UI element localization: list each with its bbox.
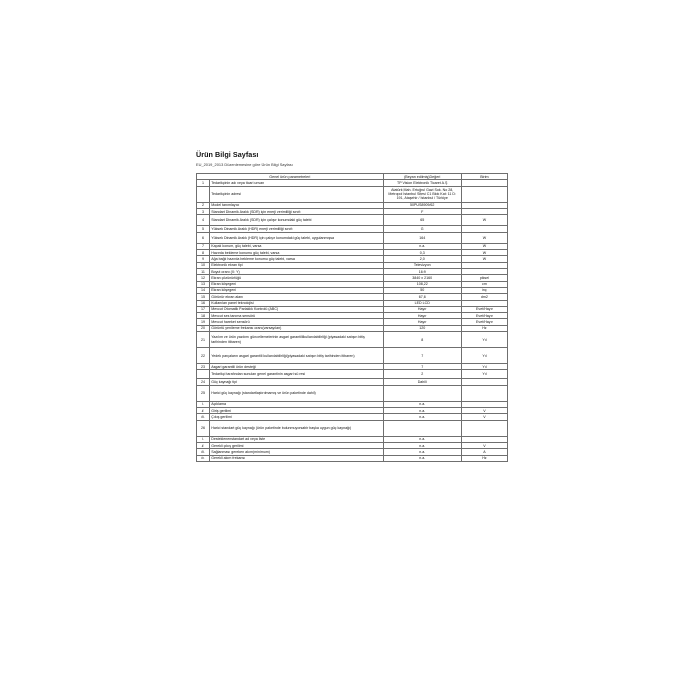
row-value: n.a. xyxy=(383,442,461,448)
table-row xyxy=(197,348,508,364)
row-index: 9 xyxy=(197,256,210,262)
row-parameter: Gerekli çıkış gerilimi xyxy=(210,442,384,448)
table-row xyxy=(197,232,508,243)
row-index: i. xyxy=(197,436,210,442)
row-unit: dm2 xyxy=(461,294,507,300)
row-index: 16 xyxy=(197,300,210,306)
row-index: iv. xyxy=(197,455,210,461)
row-parameter: Desteklenenstandart ad veya liste xyxy=(210,436,384,442)
row-index: 19 xyxy=(197,319,210,325)
row-parameter: Mevcut ses tanıma sensörü xyxy=(210,313,384,319)
table-row xyxy=(197,455,508,461)
table-body xyxy=(197,180,508,461)
row-value: LED LCD xyxy=(383,300,461,306)
row-unit: Yıl xyxy=(461,370,507,379)
row-parameter: Model tanımlayıcı xyxy=(210,202,384,208)
row-parameter: Ekran köşegeni xyxy=(210,287,384,293)
row-unit: piksel xyxy=(461,275,507,281)
row-index xyxy=(197,186,210,202)
row-parameter: Standart Dinamik Aralık (SDR) için enerji verimliliği sınıfı xyxy=(210,209,384,215)
row-value: Televizyon xyxy=(383,262,461,268)
row-index: 3 xyxy=(197,209,210,215)
row-index: 4 xyxy=(197,215,210,226)
row-index: 15 xyxy=(197,294,210,300)
table-row xyxy=(197,370,508,379)
row-index: 5 xyxy=(197,226,210,232)
row-parameter: Harici güç kaynağı (standartlaştırılmamış ve ürün paketinde dahil) xyxy=(210,385,384,401)
row-value: Atatürk Mah. Ertuğrul Gazi Sok. No 28, Metropol İstanbul Sitesi C1 Blok Kat: 11 D: 191, Ataşehir / İstanbul / Türkiye xyxy=(383,186,461,202)
row-index: 2 xyxy=(197,202,210,208)
row-value: 8 xyxy=(383,332,461,348)
row-value: 2 xyxy=(383,370,461,379)
table-row xyxy=(197,332,508,348)
row-parameter: Ekran çözünürlüğü xyxy=(210,275,384,281)
row-value: Dahili xyxy=(383,379,461,385)
row-unit: W xyxy=(461,256,507,262)
row-unit: V xyxy=(461,414,507,420)
row-index: iii. xyxy=(197,449,210,455)
row-unit: W xyxy=(461,250,507,256)
row-value: Hayır xyxy=(383,319,461,325)
row-unit: Yıl xyxy=(461,364,507,370)
row-value: 2,0 xyxy=(383,256,461,262)
row-value: TP Vision Elektronik Ticaret A.Ş xyxy=(383,180,461,186)
row-parameter: Yedek parçaların asgari garantili kullanılabilirliği(piyasadaki satışın bitiş tarihinden itibaren) xyxy=(210,348,384,364)
row-index: 6 xyxy=(197,232,210,243)
row-value: 7 xyxy=(383,348,461,364)
row-parameter: Harici standart güç kaynağı (ürün paketinde bulunmuyorsabir başka uygun güç kaynağı) xyxy=(210,420,384,436)
row-index xyxy=(197,370,210,379)
row-index: ii. xyxy=(197,442,210,448)
row-parameter: Ekran köşegeni xyxy=(210,281,384,287)
row-parameter: Elektronik ekran tipi xyxy=(210,262,384,268)
row-index: 26 xyxy=(197,420,210,436)
row-parameter: Yüksek Dinamik Aralık (HDR) için çalışır konumdaki güç talebi, uygulanmışsa xyxy=(210,232,384,243)
row-parameter: Yüksek Dinamik Aralık (HDR) enerji verimliliği sınıfı xyxy=(210,226,384,232)
header-declared-value: (Beyan edilmiş)Değeri xyxy=(383,174,461,180)
row-unit xyxy=(461,420,507,436)
row-index: 20 xyxy=(197,325,210,331)
row-parameter: Görüntü yenileme frekansı oranı(varsayılan) xyxy=(210,325,384,331)
row-index: 10 xyxy=(197,262,210,268)
row-index: 21 xyxy=(197,332,210,348)
row-value: 50PUS8909/62 xyxy=(383,202,461,208)
row-index: 11 xyxy=(197,268,210,274)
row-parameter: Boyut oranı (X: Y) xyxy=(210,268,384,274)
row-parameter: Kullanılan panel teknolojisi xyxy=(210,300,384,306)
row-parameter: Güç kaynağı tipi xyxy=(210,379,384,385)
row-value: 16:9 xyxy=(383,268,461,274)
row-value xyxy=(383,420,461,436)
row-value: 120 xyxy=(383,325,461,331)
table-row xyxy=(197,385,508,401)
row-unit: V xyxy=(461,442,507,448)
row-unit xyxy=(461,385,507,401)
row-value: n.a. xyxy=(383,401,461,407)
row-parameter: Hazırda bekleme konumu güç talebi, varsa xyxy=(210,250,384,256)
row-index: 12 xyxy=(197,275,210,281)
row-parameter: Kapalı konum, güç talebi, varsa xyxy=(210,243,384,249)
row-index: iii. xyxy=(197,414,210,420)
row-index: 8 xyxy=(197,250,210,256)
row-unit: W xyxy=(461,243,507,249)
page-title: Ürün Bilgi Sayfası xyxy=(196,150,259,159)
header-unit: Birim xyxy=(461,174,507,180)
row-unit: Hz xyxy=(461,325,507,331)
row-index: 17 xyxy=(197,306,210,312)
row-value: 50 xyxy=(383,287,461,293)
row-parameter: Mevcut hareket sensörü xyxy=(210,319,384,325)
row-unit: W xyxy=(461,232,507,243)
row-parameter: Tedarikçinin adı veya ticari unvan xyxy=(210,180,384,186)
row-parameter: Gerekli akım frekansı xyxy=(210,455,384,461)
row-unit: Evet/Hayır xyxy=(461,306,507,312)
row-index: i. xyxy=(197,401,210,407)
row-unit: Yıl xyxy=(461,348,507,364)
row-value: F xyxy=(383,209,461,215)
row-parameter: Standart Dinamik Aralık (SDR) için çalışır konumdaki güç talebi xyxy=(210,215,384,226)
row-index: 1 xyxy=(197,180,210,186)
row-parameter: Tedarikçinin adresi xyxy=(210,186,384,202)
table-row xyxy=(197,215,508,226)
row-parameter: Giriş gerilimi xyxy=(210,408,384,414)
row-value: n.a. xyxy=(383,414,461,420)
row-value: n.a. xyxy=(383,455,461,461)
row-index: 14 xyxy=(197,287,210,293)
row-index: 13 xyxy=(197,281,210,287)
row-value: Hayır xyxy=(383,313,461,319)
product-parameters-table xyxy=(196,173,508,462)
page-subtitle: EU_2019_2013 Düzenlemesine göre Ürün Bilgi Sayfası xyxy=(196,162,293,167)
product-information-sheet xyxy=(196,150,508,462)
table-row xyxy=(197,186,508,202)
row-unit: Evet/Hayır xyxy=(461,313,507,319)
row-unit: V xyxy=(461,408,507,414)
row-unit: A xyxy=(461,449,507,455)
row-value: 3840 x 2160 xyxy=(383,275,461,281)
row-parameter: Görünür ekran alanı xyxy=(210,294,384,300)
row-index: 25 xyxy=(197,385,210,401)
row-value xyxy=(383,385,461,401)
row-value: 0,3 xyxy=(383,250,461,256)
header-general-parameters: Genel ürün parametreleri xyxy=(197,174,384,180)
row-unit: Evet/Hayır xyxy=(461,319,507,325)
row-parameter: Açıklama xyxy=(210,401,384,407)
row-index: 22 xyxy=(197,348,210,364)
row-value: 7 xyxy=(383,364,461,370)
row-parameter: Tedarikçi tarafından sunulan genel garantinin asgari sü resi xyxy=(210,370,384,379)
row-value: 108,22 xyxy=(383,281,461,287)
row-value: n.a. xyxy=(383,449,461,455)
row-value: 164 xyxy=(383,232,461,243)
row-value: n.a. xyxy=(383,408,461,414)
row-parameter: Asgari garantili ürün desteği xyxy=(210,364,384,370)
row-unit: W xyxy=(461,215,507,226)
row-unit xyxy=(461,186,507,202)
row-index: 18 xyxy=(197,313,210,319)
row-value: n.a. xyxy=(383,243,461,249)
row-value: G xyxy=(383,226,461,232)
row-value: 67,6 xyxy=(383,294,461,300)
row-unit: inç xyxy=(461,287,507,293)
row-value: 65 xyxy=(383,215,461,226)
table-row xyxy=(197,420,508,436)
row-unit: Hz xyxy=(461,455,507,461)
row-index: 23 xyxy=(197,364,210,370)
row-index: 24 xyxy=(197,379,210,385)
row-value: n.a. xyxy=(383,436,461,442)
row-index: 7 xyxy=(197,243,210,249)
row-unit: Yıl xyxy=(461,332,507,348)
row-index: ii. xyxy=(197,408,210,414)
row-unit: cm xyxy=(461,281,507,287)
row-parameter: Çıkış gerilimi xyxy=(210,414,384,420)
row-parameter: Sağlanması gereken akım(minimum) xyxy=(210,449,384,455)
row-value: Hayır xyxy=(383,306,461,312)
row-parameter: Yazılım ve ürün yazılımı güncellemelerinin asgari garantililkullanılabilirliği (piyasadaki satışın bitiş tarihinden itibaren) xyxy=(210,332,384,348)
row-parameter: Mevcut Otomatik Parlaklık Kontrolü (ABC) xyxy=(210,306,384,312)
row-parameter: Ağa bağlı hazırda bekleme konumu güç talebi, varsa xyxy=(210,256,384,262)
